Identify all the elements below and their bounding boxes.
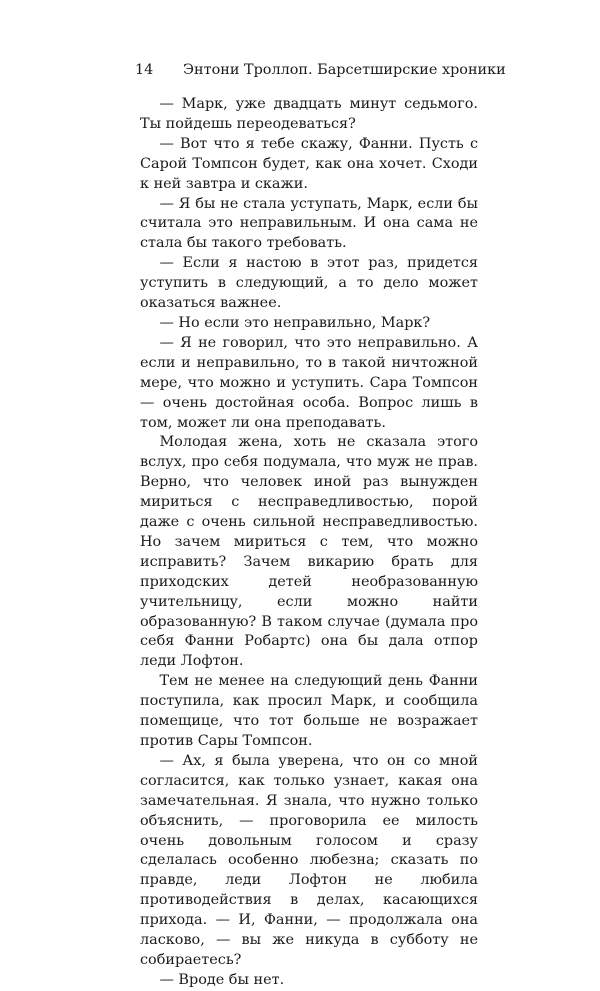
paragraph: — Марк, уже двадцать минут седьмого. Ты пойдешь переодеваться? bbox=[140, 96, 478, 132]
book-title: Энтони Троллоп. Барсетширские хроники bbox=[183, 62, 506, 78]
paragraph: — Вроде бы нет. bbox=[159, 971, 285, 988]
paragraph: — Вот что я тебе скажу, Фанни. Пусть с Сарой Томпсон будет, как она хочет. Сходи к ней завтра и скажи. bbox=[140, 135, 478, 192]
page-number: 14 bbox=[135, 62, 154, 78]
paragraph: — Если я настою в этот раз, придется уступить в следующий, а то дело может оказаться важнее. bbox=[140, 255, 478, 312]
paragraph: — Я бы не стала уступать, Марк, если бы считала это неправильным. И она сама не стала бы такого требовать. bbox=[140, 195, 478, 252]
running-head bbox=[135, 60, 506, 80]
paragraph: — Ах, я была уверена, что он со мной согласится, как только узнает, какая она замечательная. Я знала, что нужно только объяснить, — проговорила ее милость очень довольным голосом и сразу сделалась особенно любезна; сказать по правде, леди Лофтон не любила противодействия в делах, касающихся прихода. — И, Фанни, — продолжала она ласково, — вы же никуда в субботу не собираетесь? bbox=[140, 752, 478, 968]
paragraph: Тем не менее на следующий день Фанни поступила, как просил Марк, и сообщила помещице, что тот больше не возражает против Сары Томпсон. bbox=[140, 673, 478, 749]
paragraph: — Я не говорил, что это неправильно. А если и неправильно, то в такой ничтожной мере, что можно и уступить. Сара Томпсон — очень достойная особа. Вопрос лишь в том, может ли она преподавать. bbox=[140, 334, 478, 431]
paragraph: Молодая жена, хоть не сказала этого вслух, про себя подумала, что муж не прав. Верно, что человек иной раз вынужден мириться с несправедливостью, порой даже с очень сильной несправедливостью. Но зачем мириться с тем, что можно исправить? Зачем викарию брать для приходских детей необразованную учительницу, если можно найти образованную? В таком случае (думала про себя Фанни Робартс) она бы дала отпор леди Лофтон. bbox=[140, 434, 478, 670]
paragraph: — Но если это неправильно, Марк? bbox=[159, 314, 431, 331]
body-text bbox=[140, 95, 478, 991]
